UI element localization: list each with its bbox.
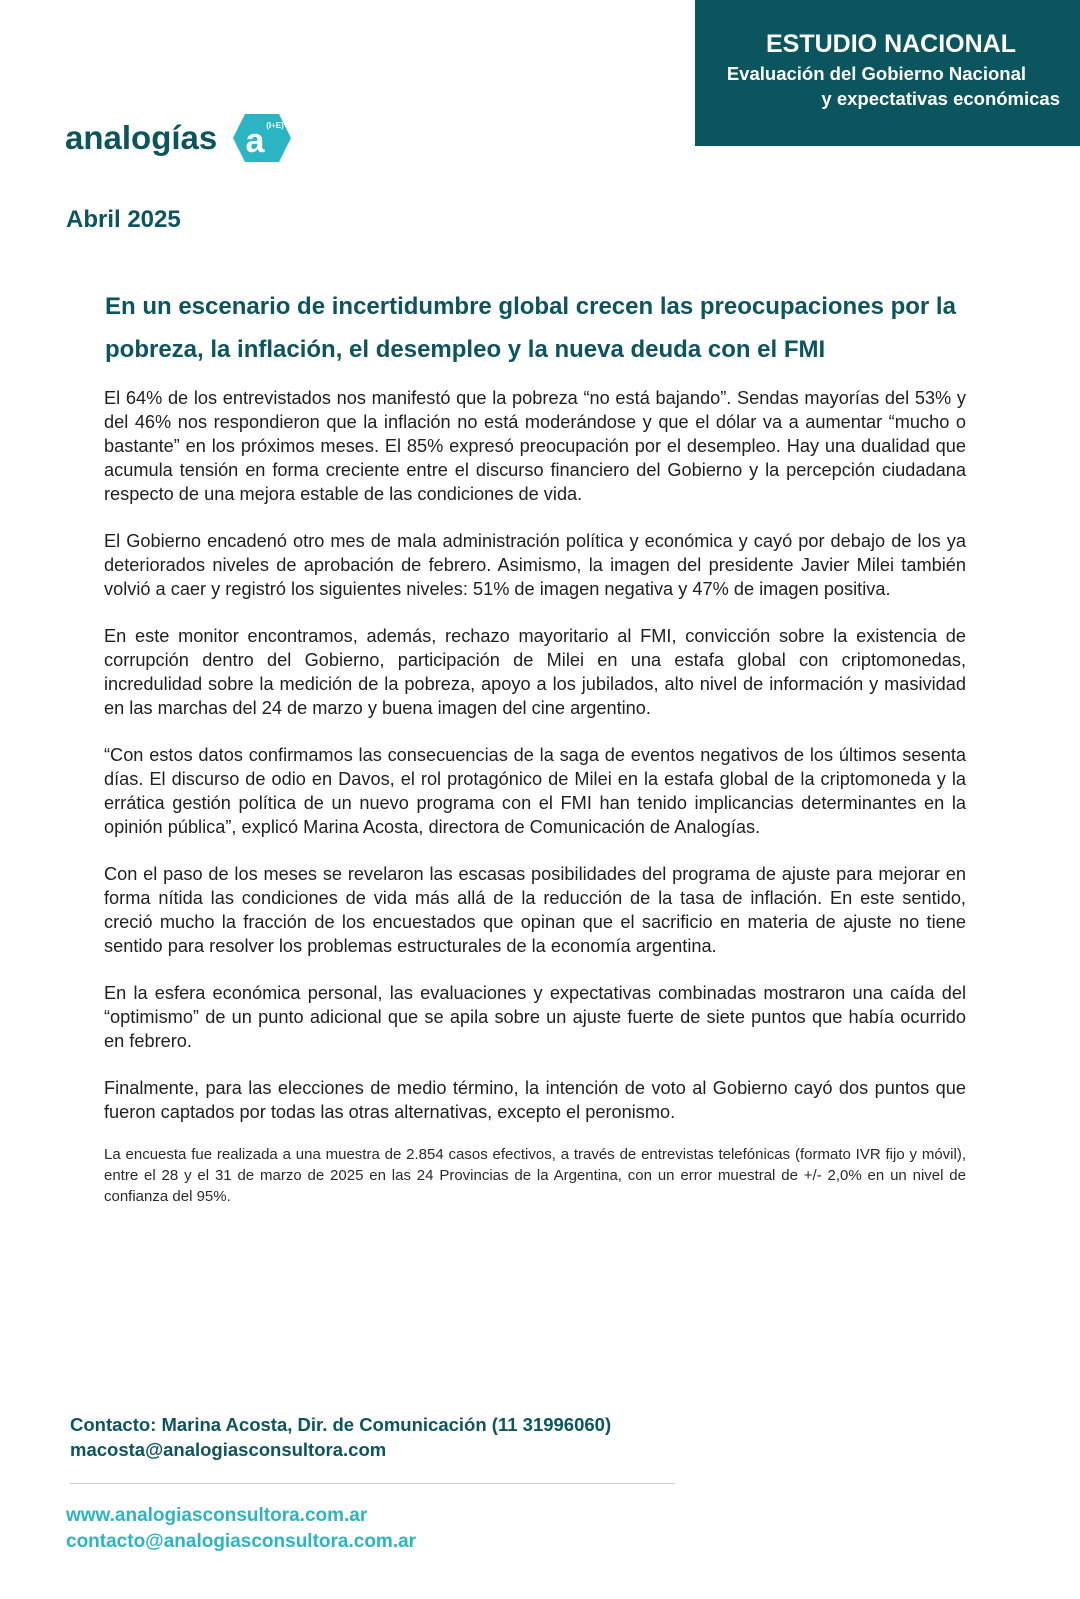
methodology-note: La encuesta fue realizada a una muestra de 2.854 casos efectivos, a través de entrevistas telefónicas (formato IVR fijo y móvil), entre el 28 y el 31 de marzo de 2025 en las 24 Provincias de la Argentina, con un error muestral de +/- 2,0% en un nivel de confianza del 95%. bbox=[104, 1146, 966, 1205]
header-banner bbox=[695, 0, 1080, 146]
logo-mark-superscript: (I+E) bbox=[266, 121, 284, 130]
paragraph: En la esfera económica personal, las evaluaciones y expectativas combinadas mostraron una caída del “optimismo” de un punto adicional que se apila sobre un ajuste fuerte de siete puntos que había ocurrido en febrero. bbox=[104, 983, 966, 1051]
paragraph: Finalmente, para las elecciones de medio término, la intención de voto al Gobierno cayó dos puntos que fueron captados por todas las otras alternativas, excepto el peronismo. bbox=[104, 1078, 966, 1122]
report-body bbox=[104, 386, 966, 1207]
report-date: Abril 2025 bbox=[66, 206, 181, 233]
contact-block bbox=[70, 1412, 611, 1462]
analogias-logo bbox=[65, 108, 305, 168]
paragraph: El Gobierno encadenó otro mes de mala administración política y económica y cayó por debajo de los ya deteriorados niveles de aprobación de febrero. Asimismo, la imagen del presidente Javier Milei también volvió a caer y registró los siguientes niveles: 51% de imagen negativa y 47% de imagen positiva. bbox=[104, 531, 966, 599]
footer-links bbox=[66, 1503, 416, 1555]
study-title: ESTUDIO NACIONAL bbox=[766, 30, 1016, 58]
study-subtitle-line2: y expectativas económicas bbox=[821, 88, 1060, 109]
paragraph: En este monitor encontramos, además, rechazo mayoritario al FMI, convicción sobre la existencia de corrupción dentro del Gobierno, participación de Milei en una estafa global con criptomonedas, incredulidad sobre la medición de la pobreza, apoyo a los jubilados, alto nivel de información y masividad en las marchas del 24 de marzo y buena imagen del cine argentino. bbox=[104, 626, 966, 718]
paragraph: Con el paso de los meses se revelaron las escasas posibilidades del programa de ajuste para mejorar en forma nítida las condiciones de vida más allá de la reducción de la tasa de inflación. En este sentido, creció mucho la fracción de los encuestados que opinan que el sacrificio en materia de ajuste no tiene sentido para resolver los problemas estructurales de la economía argentina. bbox=[104, 864, 966, 956]
paragraph: “Con estos datos confirmamos las consecuencias de la saga de eventos negativos de los últimos sesenta días. El discurso de odio en Davos, el rol protagónico de Milei en la estafa global de la criptomoneda y la errática gestión política de un nuevo programa con el FMI han tenido implicancias determinantes en la opinión pública”, explicó Marina Acosta, directora de Comunicación de Analogías. bbox=[104, 745, 966, 837]
study-subtitle-line1: Evaluación del Gobierno Nacional bbox=[726, 63, 1026, 84]
headline: En un escenario de incertidumbre global crecen las preocupaciones por la pobreza, la inflación, el desempleo y la nueva deuda con el FMI bbox=[105, 293, 956, 363]
footer-divider bbox=[70, 1483, 675, 1484]
contact-email[interactable]: macosta@analogiasconsultora.com bbox=[70, 1439, 387, 1460]
logo-wordmark: analogías bbox=[65, 119, 218, 156]
logo-hexagon-icon bbox=[231, 110, 293, 166]
logo-mark-letter: a bbox=[245, 122, 265, 160]
paragraph: El 64% de los entrevistados nos manifestó que la pobreza “no está bajando”. Sendas mayorías del 53% y del 46% nos respondieron que la inflación no está moderándose y que el dólar va a aumentar “mucho o bastante” en los próximos meses. El 85% expresó preocupación por el desempleo. Hay una dualidad que acumula tensión en forma creciente entre el discurso financiero del Gobierno y la percepción ciudadana respecto de una mejora estable de las condiciones de vida. bbox=[104, 388, 966, 504]
contact-person: Contacto: Marina Acosta, Dir. de Comunicación (11 31996060) bbox=[70, 1414, 612, 1435]
contact-email-link[interactable]: contacto@analogiasconsultora.com.ar bbox=[66, 1531, 417, 1552]
website-link[interactable]: www.analogiasconsultora.com.ar bbox=[66, 1505, 368, 1526]
